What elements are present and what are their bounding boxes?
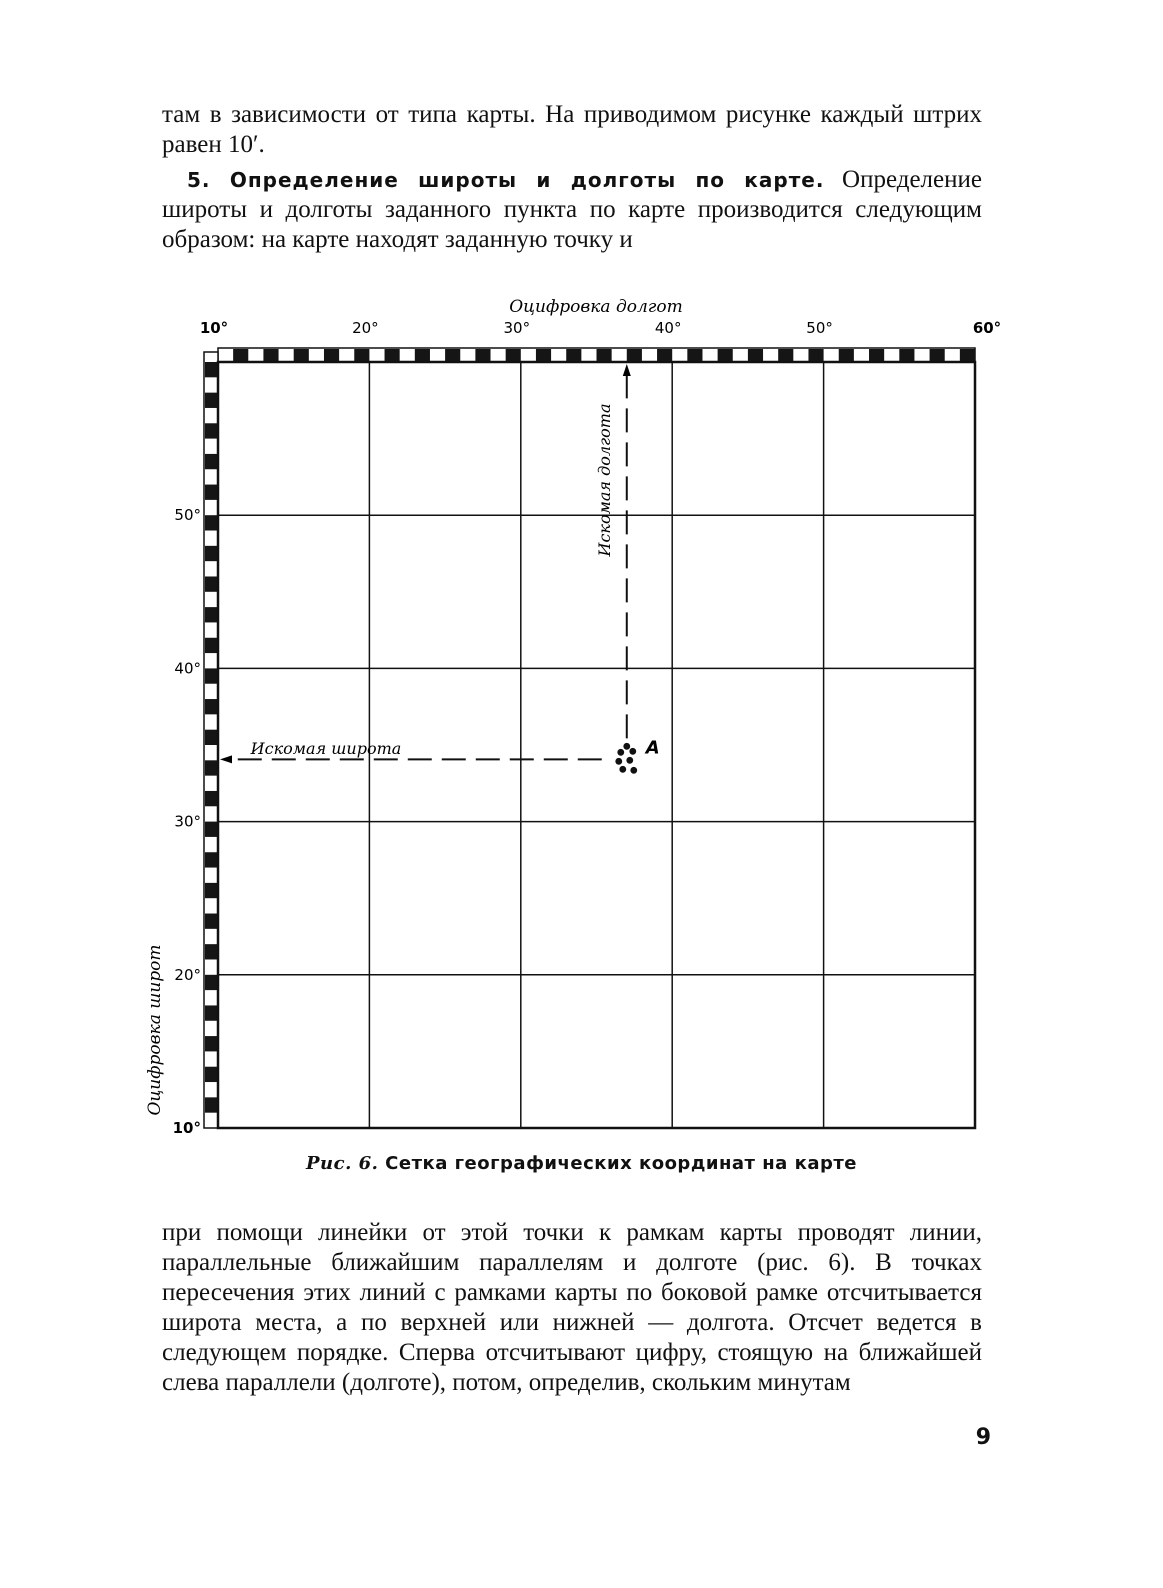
paragraph-bottom: при помощи линейки от этой точки к рамкам карты проводят линии, параллельные ближайшим параллелям и долготе (рис. 6). В точках пересечения этих линий с рамками карты по боковой рамке отсчитывается широта места, а по верхней или нижней — долгота. Отсчет ведется в следующем порядке. Сперва отсчитывают цифру, стоящую на ближайшей слева параллели (долготе), потом, определив, скольким минутам bbox=[162, 1219, 982, 1396]
longitude-tick-label: 50° bbox=[806, 319, 833, 337]
page-number: 9 bbox=[975, 1425, 991, 1450]
longitude-tick-label: 20° bbox=[352, 319, 379, 337]
longitude-scale-segment bbox=[839, 349, 854, 361]
coordinate-grid-figure bbox=[130, 290, 1010, 1180]
latitude-scale-segment bbox=[205, 730, 217, 745]
y-axis-title: Оцифровка широт bbox=[145, 944, 165, 1116]
latitude-tick-label: 10° bbox=[172, 1119, 201, 1137]
longitude-tick-label: 30° bbox=[503, 319, 531, 337]
longitude-scale-segment bbox=[930, 349, 945, 361]
latitude-scale-segment bbox=[205, 699, 217, 714]
longitude-scale-segment bbox=[506, 349, 521, 361]
longitude-scale-segment bbox=[536, 349, 551, 361]
figure-caption bbox=[0, 1153, 1163, 1174]
latitude-scale-segment bbox=[205, 760, 217, 775]
point-a-dot bbox=[629, 748, 636, 755]
point-a bbox=[615, 743, 637, 774]
point-a-label: А bbox=[645, 737, 660, 759]
latitude-guide-arrow bbox=[220, 755, 232, 763]
paragraph-top: там в зависимости от типа карты. На приводимом рисунке каждый штрих равен 10′. bbox=[162, 101, 982, 158]
longitude-scale-segment bbox=[808, 349, 823, 361]
latitude-scale-segment bbox=[205, 975, 217, 990]
latitude-scale-segment bbox=[205, 393, 217, 408]
x-axis-title: Оцифровка долгот bbox=[509, 297, 683, 317]
longitude-scale-segment bbox=[566, 349, 581, 361]
latitude-tick-label: 30° bbox=[174, 812, 201, 831]
longitude-scale-segment bbox=[445, 349, 460, 361]
latitude-scale-segment bbox=[205, 1097, 217, 1112]
latitude-scale-segment bbox=[205, 423, 217, 438]
point-a-dot bbox=[630, 767, 637, 774]
latitude-scale-segment bbox=[205, 638, 217, 653]
latitude-scale-segment bbox=[205, 1005, 217, 1020]
longitude-scale-segment bbox=[687, 349, 702, 361]
latitude-tick-label: 40° bbox=[174, 659, 201, 678]
longitude-scale-segment bbox=[718, 349, 733, 361]
latitude-scale-segment bbox=[205, 515, 217, 530]
latitude-scale-segment bbox=[205, 576, 217, 591]
longitude-scale-segment bbox=[960, 349, 975, 361]
longitude-scale-segment bbox=[233, 349, 248, 361]
latitude-scale-segment bbox=[205, 546, 217, 561]
longitude-annotation: Искомая долгота bbox=[595, 403, 614, 557]
latitude-tick-label: 20° bbox=[174, 965, 201, 984]
caption-label: Рис. 6. bbox=[306, 1153, 379, 1174]
longitude-scale-segment bbox=[597, 349, 612, 361]
longitude-scale-segment bbox=[294, 349, 309, 361]
longitude-scale-segment bbox=[869, 349, 884, 361]
latitude-scale bbox=[204, 352, 218, 1128]
longitude-scale-segment bbox=[385, 349, 400, 361]
point-a-dot bbox=[617, 749, 624, 756]
latitude-scale-segment bbox=[205, 914, 217, 929]
longitude-scale-segment bbox=[415, 349, 430, 361]
latitude-annotation: Искомая широта bbox=[250, 739, 402, 758]
latitude-scale-segment bbox=[205, 944, 217, 959]
latitude-tick-labels bbox=[173, 506, 201, 1137]
longitude-scale-segment bbox=[475, 349, 490, 361]
latitude-scale-segment bbox=[205, 485, 217, 500]
longitude-tick-labels bbox=[200, 319, 1001, 337]
latitude-scale-segment bbox=[205, 454, 217, 469]
longitude-scale-segment bbox=[324, 349, 339, 361]
latitude-scale-segment bbox=[205, 883, 217, 898]
latitude-scale-segment bbox=[205, 852, 217, 867]
latitude-scale-segment bbox=[205, 668, 217, 683]
latitude-scale-segment bbox=[205, 791, 217, 806]
point-a-dot bbox=[623, 743, 630, 750]
longitude-tick-label: 10° bbox=[199, 319, 229, 337]
section-text: Определение широты и долготы заданного пункта по карте производится следующим образом: на карте находят заданную точку и bbox=[162, 166, 982, 253]
longitude-scale-segment bbox=[899, 349, 914, 361]
guide-lines bbox=[220, 364, 631, 763]
longitude-tick-label: 60° bbox=[972, 319, 1002, 337]
latitude-tick-label: 50° bbox=[174, 506, 201, 525]
latitude-scale-segment bbox=[205, 1067, 217, 1082]
point-a-dot bbox=[615, 758, 622, 765]
latitude-scale-segment bbox=[205, 822, 217, 837]
section-paragraph bbox=[162, 165, 982, 255]
longitude-scale-segment bbox=[627, 349, 642, 361]
longitude-tick-label: 40° bbox=[654, 319, 682, 337]
longitude-scale-segment bbox=[748, 349, 763, 361]
caption-text: Сетка географических координат на карте bbox=[378, 1153, 857, 1174]
longitude-scale-segment bbox=[354, 349, 369, 361]
point-a-dot bbox=[626, 757, 633, 764]
latitude-scale-segment bbox=[205, 1036, 217, 1051]
longitude-guide-arrow bbox=[623, 364, 631, 376]
section-heading: 5. Определение широты и долготы по карте. bbox=[187, 168, 825, 192]
latitude-scale-segment bbox=[205, 607, 217, 622]
longitude-scale-segment bbox=[778, 349, 793, 361]
latitude-scale-segment bbox=[205, 362, 217, 377]
point-a-dot bbox=[619, 766, 626, 773]
longitude-scale-segment bbox=[657, 349, 672, 361]
longitude-scale-segment bbox=[263, 349, 278, 361]
longitude-scale bbox=[218, 348, 975, 362]
